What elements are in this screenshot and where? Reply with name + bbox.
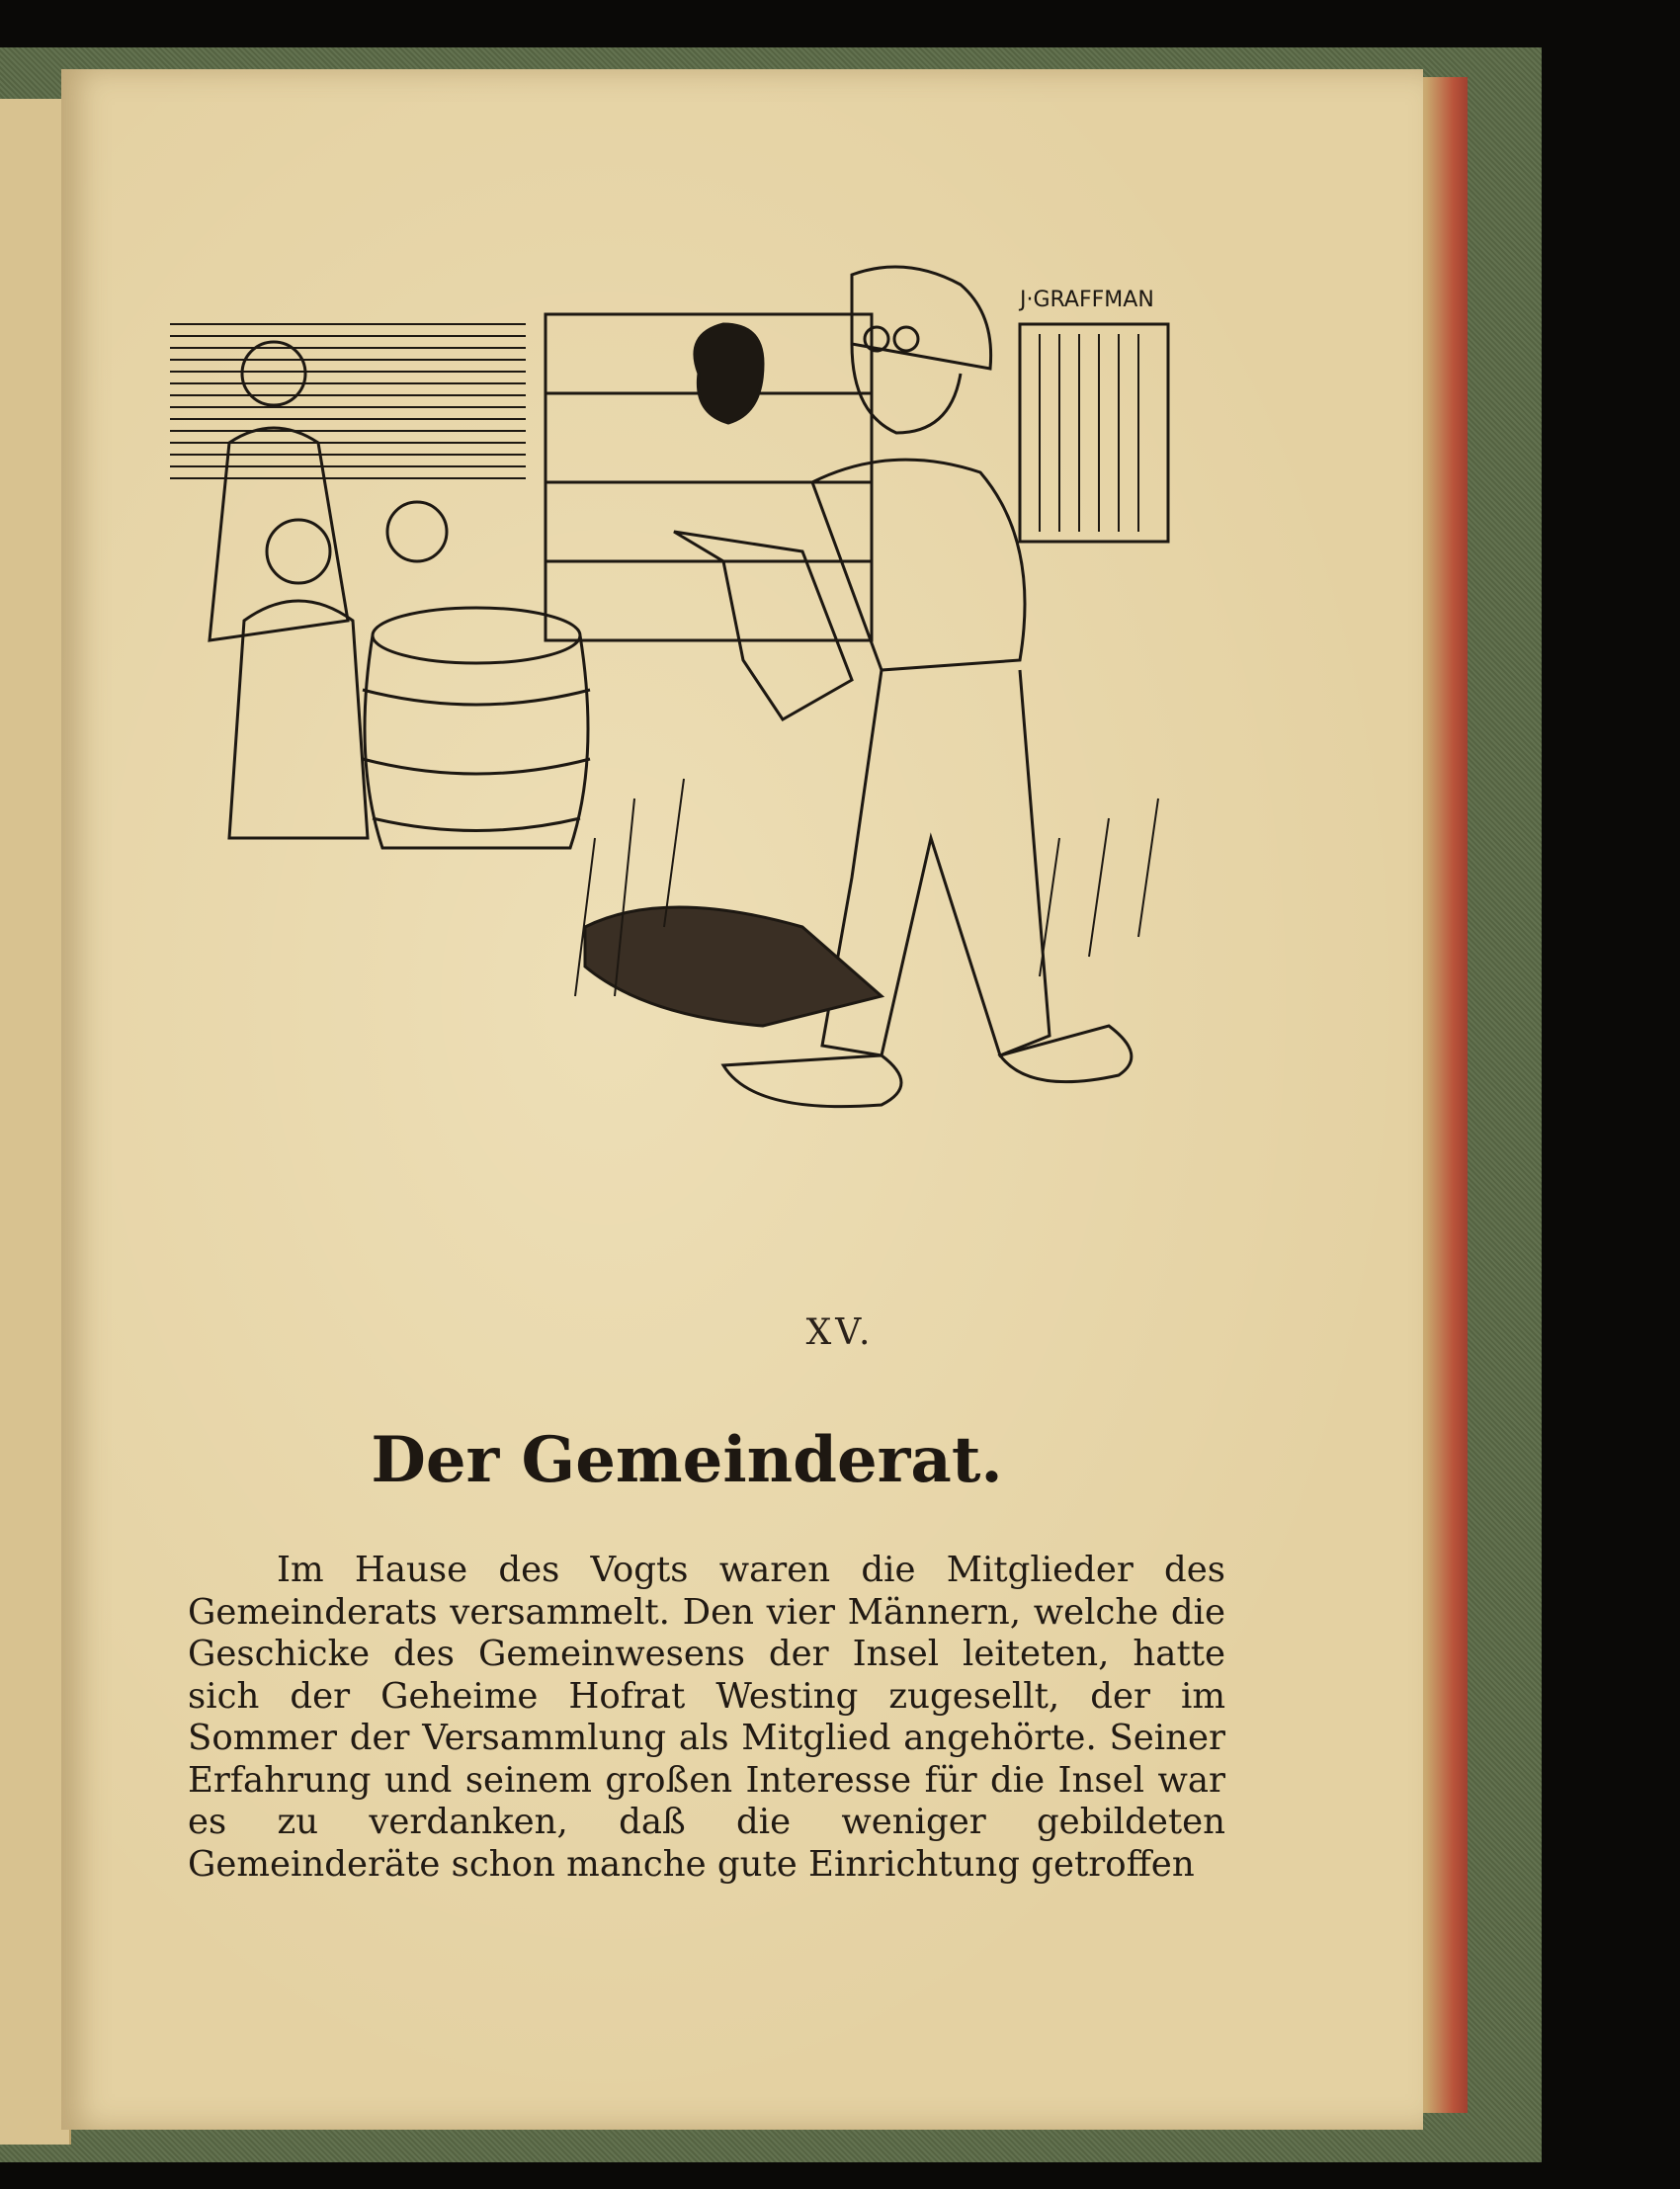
girl-figure	[229, 520, 368, 838]
chapter-number: XV.	[805, 1312, 875, 1353]
body-text	[188, 1550, 1225, 1886]
artist-signature: J·GRAFFMAN	[1020, 288, 1154, 312]
chapter-title: Der Gemeinderat.	[371, 1423, 1003, 1497]
baby-figure	[387, 502, 447, 561]
wall-hatching	[170, 324, 526, 478]
barrel	[363, 608, 590, 848]
chapter-illustration	[170, 245, 1212, 1135]
window	[1020, 324, 1168, 542]
body-paragraph: Im Hause des Vogts waren die Mitglieder des Gemeinderats versammelt. Den vier Männern, welche die Geschicke des Gemeinwesens der Insel leiteten, hatte sich der Geheime Hofrat Westing zugesellt, der im Sommer der Versammlung als Mitglied angehörte. Seiner Erfahrung und seinem großen Interesse für die Insel war es zu verdanken, daß die weniger gebildeten Gemeinderäte schon manche gute Einrichtung getroffen	[188, 1550, 1225, 1885]
woman-figure	[210, 342, 348, 640]
floor-shadow	[585, 907, 882, 1026]
